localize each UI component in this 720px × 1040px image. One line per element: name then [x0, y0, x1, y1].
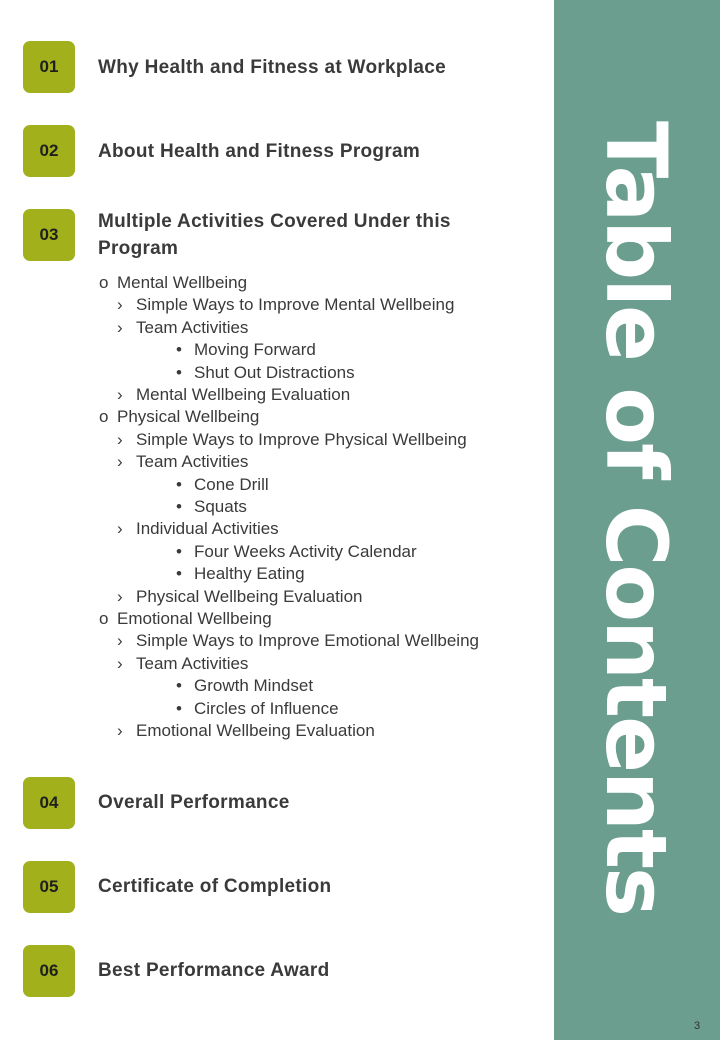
subsection-item[interactable]: Team Activities	[136, 653, 249, 673]
list-marker: ›	[117, 429, 123, 449]
subsection-item[interactable]: Physical Wellbeing Evaluation	[136, 586, 363, 606]
list-marker: •	[176, 474, 182, 494]
subsection-item[interactable]: Simple Ways to Improve Emotional Wellbeing	[136, 631, 479, 651]
section-number-badge: 05	[23, 861, 75, 913]
subsection-item[interactable]: Healthy Eating	[194, 564, 305, 584]
list-marker: ›	[117, 586, 123, 606]
section-number-badge: 03	[23, 209, 75, 261]
subsection-item[interactable]: Team Activities	[136, 452, 249, 472]
list-marker: ›	[117, 452, 123, 472]
list-marker: o	[99, 407, 109, 427]
list-marker: •	[176, 362, 182, 382]
page-number: 3	[694, 1020, 701, 1032]
list-marker: •	[176, 676, 182, 696]
section-number-badge: 01	[23, 41, 75, 93]
list-marker: o	[99, 273, 109, 292]
list-marker: •	[176, 698, 182, 718]
list-marker: o	[99, 609, 109, 628]
subsection-item[interactable]: Simple Ways to Improve Physical Wellbeing	[136, 429, 467, 449]
list-marker: ›	[117, 653, 123, 673]
list-marker: •	[176, 541, 182, 561]
section-number-badge: 02	[23, 125, 75, 177]
subsection-item[interactable]: Four Weeks Activity Calendar	[194, 541, 417, 561]
section-title[interactable]: Multiple Activities Covered Under this Program	[98, 211, 451, 259]
section-title[interactable]: Best Performance Award	[98, 960, 330, 981]
subsection-item[interactable]: Team Activities	[136, 317, 249, 337]
subsection-item[interactable]: Shut Out Distractions	[194, 362, 355, 382]
section-title[interactable]: Why Health and Fitness at Workplace	[98, 57, 447, 78]
subsection-item[interactable]: Mental Wellbeing Evaluation	[136, 385, 351, 404]
subsection-item[interactable]: Circles of Influence	[194, 698, 339, 718]
section-number-badge: 06	[23, 945, 75, 997]
subsection-item[interactable]: Growth Mindset	[194, 676, 314, 696]
subsection-item[interactable]: Physical Wellbeing	[117, 407, 260, 427]
subsection-item[interactable]: Cone Drill	[194, 474, 269, 494]
subsection-item[interactable]: Squats	[194, 497, 247, 516]
list-marker: ›	[117, 385, 123, 404]
section-title[interactable]: Overall Performance	[98, 792, 290, 813]
subsection-item[interactable]: Emotional Wellbeing Evaluation	[136, 721, 375, 740]
subsection-item[interactable]: Moving Forward	[194, 340, 316, 360]
list-marker: ›	[117, 295, 123, 315]
subsection-item[interactable]: Emotional Wellbeing	[117, 609, 272, 628]
section-title[interactable]: Certificate of Completion	[98, 876, 332, 897]
list-marker: •	[176, 340, 182, 360]
list-marker: •	[176, 564, 182, 584]
section-number-badge: 04	[23, 777, 75, 829]
list-marker: ›	[117, 519, 123, 539]
subsection-item[interactable]: Simple Ways to Improve Mental Wellbeing	[136, 295, 455, 315]
list-marker: ›	[117, 721, 123, 740]
subsection-item[interactable]: Individual Activities	[136, 519, 279, 539]
list-marker: •	[176, 497, 182, 516]
page-title: Table of Contents	[587, 120, 685, 916]
list-marker: ›	[117, 631, 123, 651]
list-marker: ›	[117, 317, 123, 337]
subsection-item[interactable]: Mental Wellbeing	[117, 273, 248, 292]
section-title[interactable]: About Health and Fitness Program	[98, 141, 421, 162]
